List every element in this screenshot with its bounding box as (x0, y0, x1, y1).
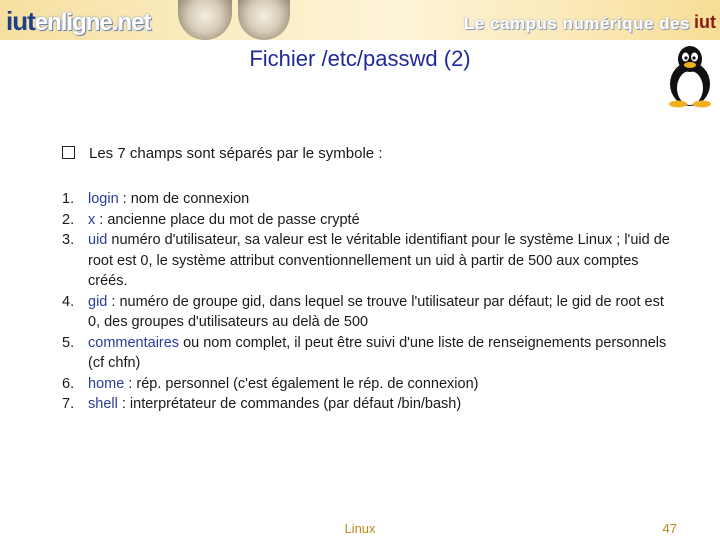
fields-list (62, 189, 672, 415)
intro-bullet (62, 145, 382, 162)
field-description: : ancienne place du mot de passe crypté (95, 211, 360, 228)
field-keyword: x (88, 211, 96, 228)
item-number: 3. (62, 232, 75, 248)
list-item (62, 210, 672, 231)
field-description: numéro d'utilisateur, sa valeur est le véritable identifiant pour le système Linux ; l'uid de root est 0, le système attribut conventionnellement un uid à partir de 500 aux comptes créés. (88, 232, 670, 289)
field-keyword: shell (88, 396, 118, 412)
site-logo[interactable] (6, 6, 150, 37)
list-item (62, 292, 672, 333)
field-keyword: uid (88, 232, 108, 248)
field-description: : nom de connexion (118, 191, 250, 207)
logo-enligne: enligne.net (34, 9, 151, 36)
field-description: : rép. personnel (c'est également le rép. de connexion) (124, 375, 479, 392)
item-number: 6. (62, 375, 75, 392)
list-item (62, 374, 672, 395)
list-item (62, 394, 672, 415)
banner-photo-1 (178, 0, 232, 40)
banner-slogan: Le campus numérique des (464, 14, 690, 33)
checkbox-bullet-icon (62, 146, 75, 159)
field-keyword: commentaires (88, 334, 180, 351)
field-description: ou nom complet, il peut être suivi d'une liste de renseignements personnels (cf chfn) (88, 334, 667, 371)
item-number: 4. (62, 293, 75, 310)
intro-text: Les 7 champs sont séparés par le symbole : (89, 145, 383, 162)
item-number: 1. (62, 191, 75, 207)
list-item (62, 333, 672, 374)
slide-title: Fichier /etc/passwd (2) (249, 46, 471, 71)
tux-penguin-icon (664, 44, 716, 108)
field-keyword: home (88, 375, 125, 392)
footer-label: Linux (344, 521, 376, 536)
item-number: 2. (62, 211, 75, 228)
header-banner (0, 0, 720, 40)
field-description: : numéro de groupe gid, dans lequel se trouve l'utilisateur par défaut; le gid de root est 0, des groupes d'utilisateurs au delà de 500 (88, 293, 664, 330)
page-number: 47 (662, 521, 677, 536)
banner-photo-2 (238, 0, 290, 40)
list-item (62, 230, 672, 292)
field-keyword: login (88, 191, 119, 207)
logo-iut: iut (6, 6, 35, 36)
item-number: 7. (62, 396, 75, 412)
field-description: : interprétateur de commandes (par défaut /bin/bash) (117, 396, 462, 412)
banner-iut-mark: iut (694, 12, 716, 32)
list-item (62, 189, 672, 210)
item-number: 5. (62, 334, 75, 351)
field-keyword: gid (88, 293, 108, 310)
